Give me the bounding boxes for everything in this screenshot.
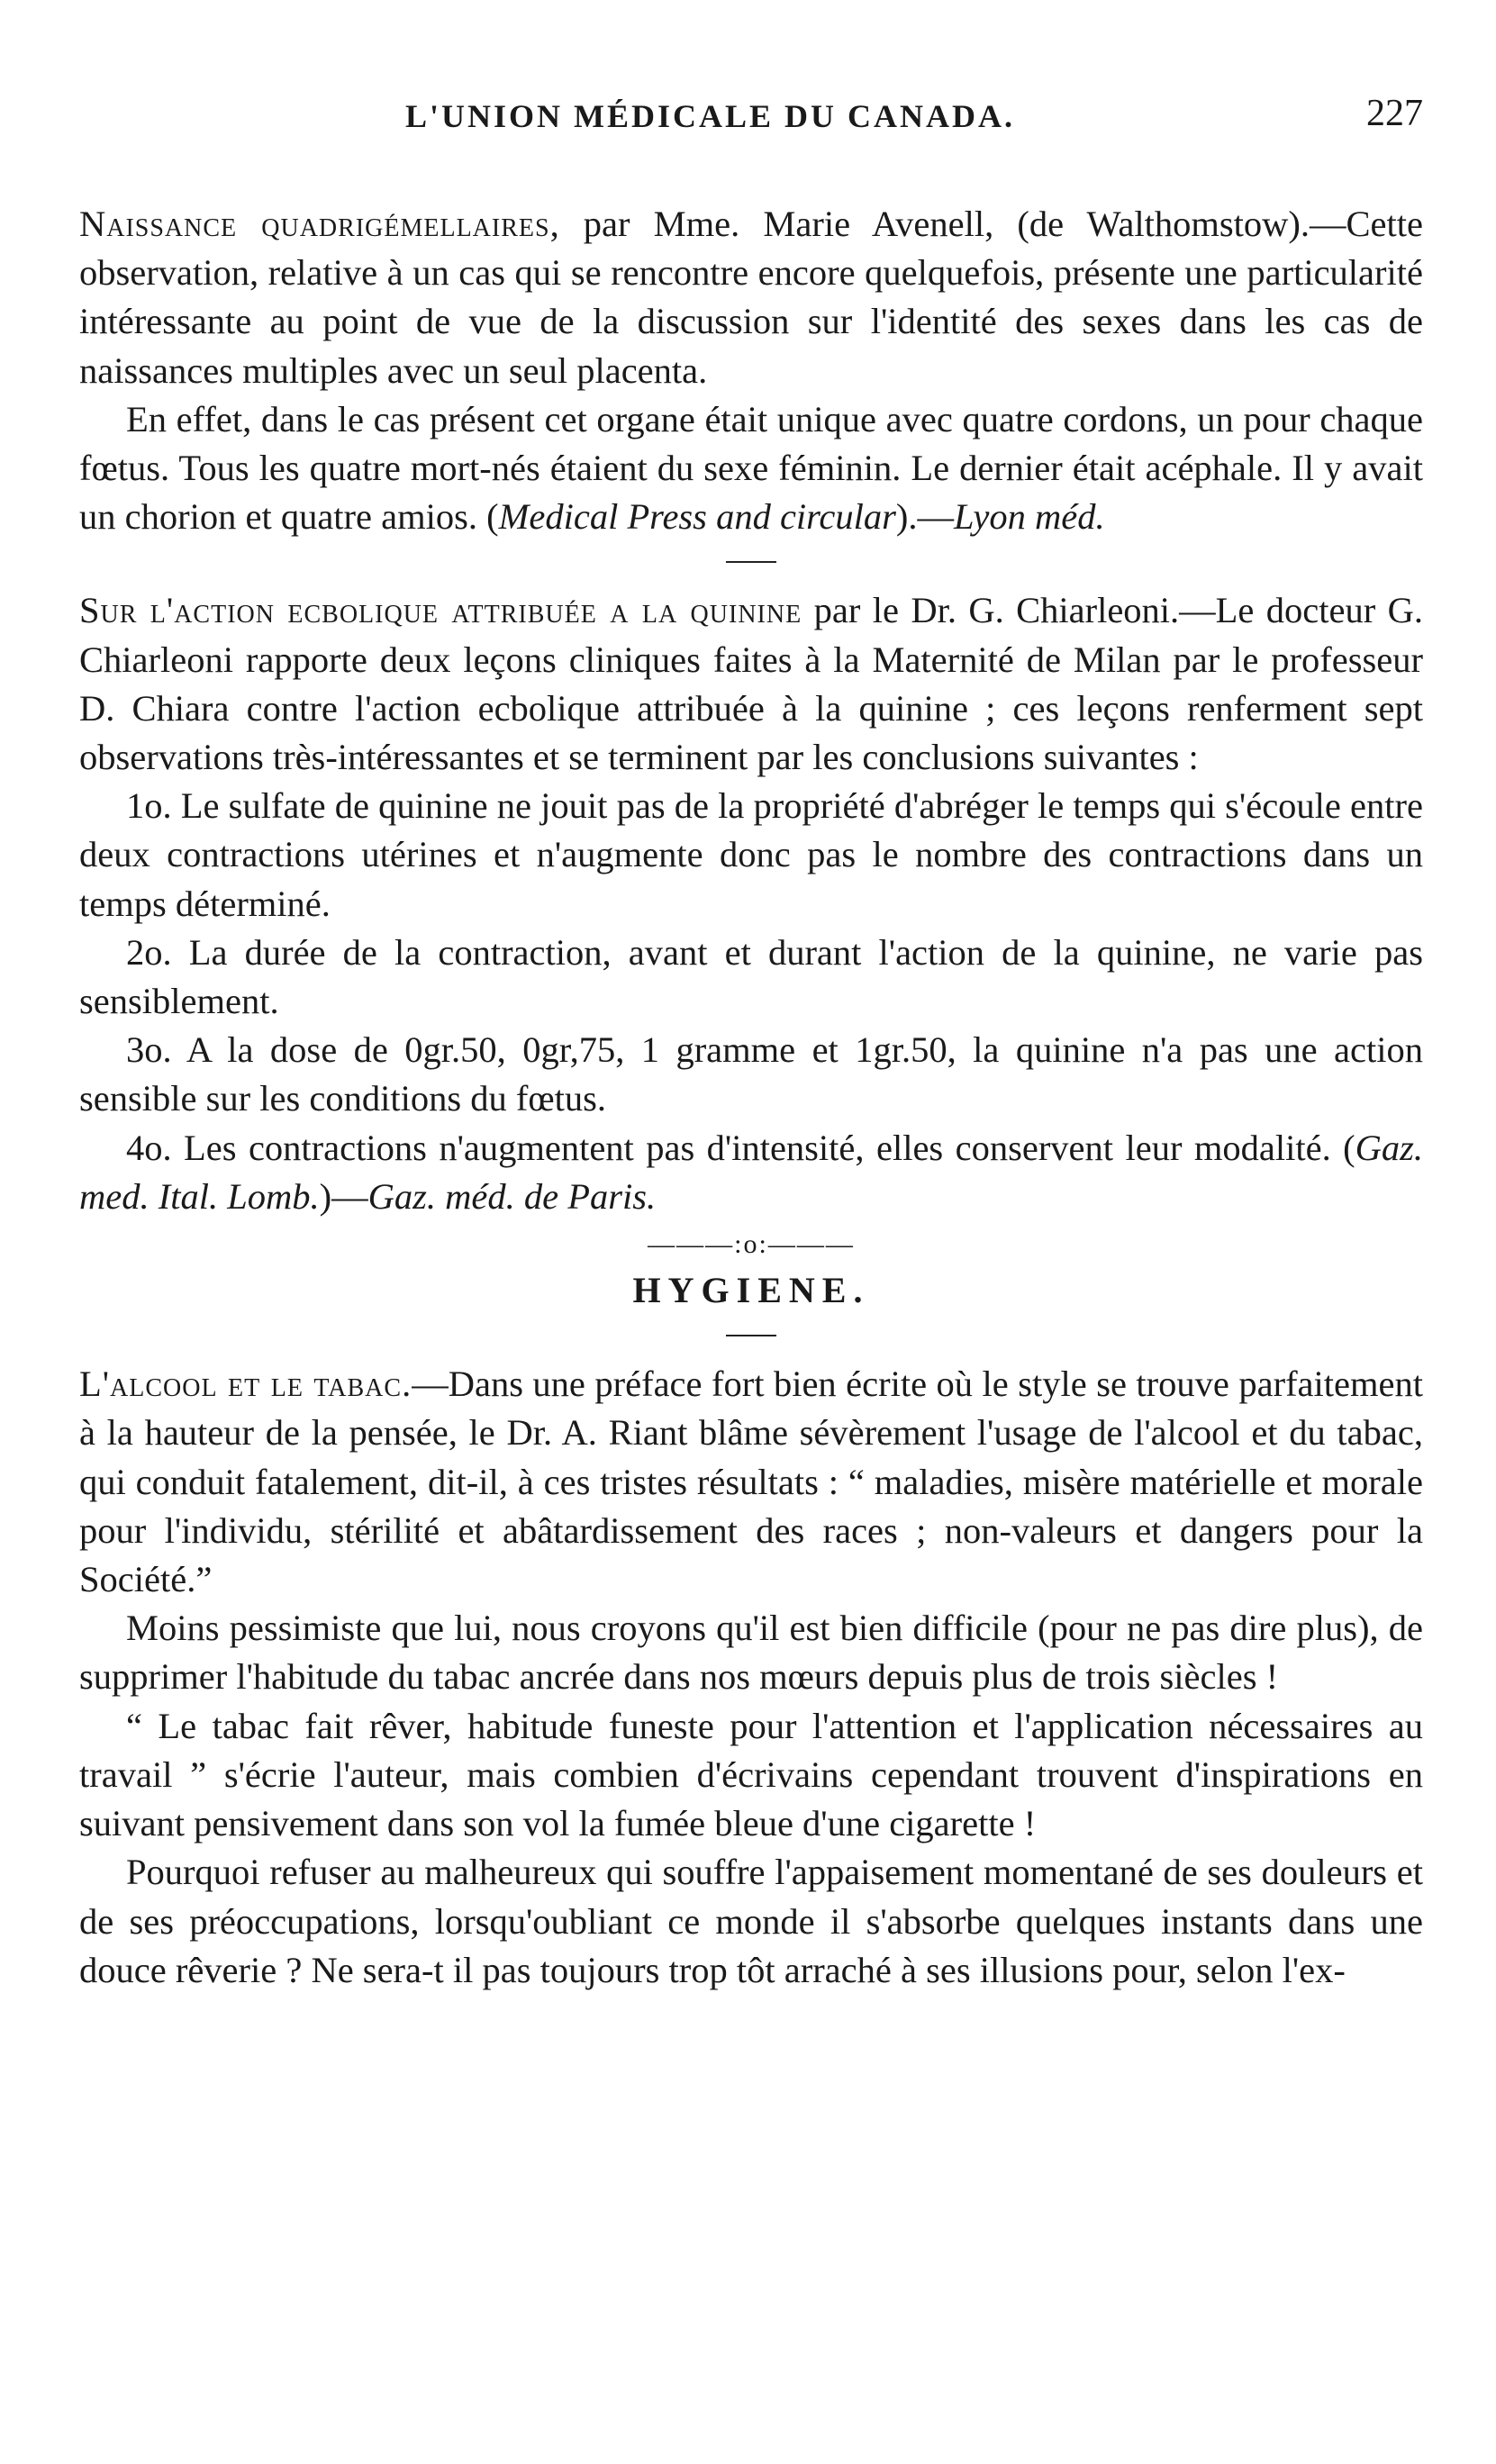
article-alcohol-paragraph-4: Pourquoi refuser au malheureux qui souffre l'appaisement momentané de ses douleurs et de ses préoccupations, lorsqu'oubliant ce monde il s'absorbe quelques instants dans une douce rêverie ? Ne sera-t il pas toujours trop tôt arraché à ses illusions pour, selon l'ex- (79, 1852, 1423, 1990)
article-quinine-heading: Sur l'action ecbolique attribuée a la quinine (79, 590, 802, 631)
article-alcohol-paragraph-2: Moins pessimiste que lui, nous croyons qu'il est bien difficile (pour ne pas dire plus), de supprimer l'habitude du tabac ancrée dans nos mœurs depuis plus de trois siècles ! (79, 1608, 1423, 1698)
conclusion-4 (79, 1124, 1423, 1221)
conclusion-1: 1o. Le sulfate de quinine ne jouit pas de la propriété d'abréger le temps qui s'écoule entre deux contractions utérines et n'augmente donc pas le nombre des contractions dans un temps déterminé. (79, 785, 1423, 924)
page-header (81, 93, 1423, 151)
article-quadruplets-text: par Mme. Marie Avenell, (de Walthomstow).—Cette observation, relative à un cas qui se rencontre encore quelquefois, présente une particularité intéressante au point de vue de la discussion sur l'identité des sexes dans les cas de naissances multiples avec un seul placenta. (79, 204, 1424, 391)
article-separator-rule (726, 561, 776, 563)
conclusion-4-text: 4o. Les contractions n'augmentent pas d'intensité, elles conservent leur modalité. ( (126, 1127, 1355, 1168)
article-alcohol-paragraph-3: “ Le tabac fait rêver, habitude funeste pour l'attention et l'application nécessaires au travail ” s'écrie l'auteur, mais combien d'écrivains cependant trouvent d'inspirations en suivant pensivement dans son vol la fumée bleue d'une cigarette ! (79, 1705, 1423, 1844)
article-alcohol-paragraph (79, 1360, 1423, 1604)
source-citation-4: Gaz. méd. de Paris. (367, 1175, 657, 1217)
page-number: 227 (1366, 93, 1423, 134)
article-quadruplets-paragraph (79, 200, 1423, 395)
source-citation: Medical Press and circular (498, 496, 896, 538)
article-quadruplets-paragraph-2 (79, 395, 1423, 542)
article-quadruplets-text-2: En effet, dans le cas présent cet organe était unique avec quatre cordons, un pour chaque fœtus. Tous les quatre mort-nés étaient du sexe féminin. Le dernier était acéphale. Il y avait un chorion et quatre amios. ( (79, 398, 1423, 538)
article-quinine-paragraph (79, 586, 1423, 782)
article-alcohol-heading: L'alcool et le tabac. (79, 1363, 413, 1405)
conclusion-3: 3o. A la dose de 0gr.50, 0gr,75, 1 gramme et 1gr.50, la quinine n'a pas une action sensible sur les conditions du fœtus. (79, 1029, 1423, 1119)
source-citation-3: Gaz. med. Ital. Lomb. (79, 1127, 1423, 1217)
source-citation-2: Lyon méd. (954, 496, 1105, 538)
section-divider: ———:o:——— (648, 1229, 855, 1260)
conclusion-2: 2o. La durée de la contraction, avant et durant l'action de la quinine, ne varie pas sensiblement. (79, 931, 1423, 1022)
page-body (79, 200, 1423, 1995)
article-alcohol-text: —Dans une préface fort bien écrite où le style se trouve parfaitement à la hauteur de la pensée, le Dr. A. Riant blâme sévèrement l'usage de l'alcool et du tabac, qui conduit fatalement, dit-il, à ces tristes résultats : “ maladies, misère matérielle et morale pour l'individu, stérilité et abâtardissement des races ; non-valeurs et dangers pour la Société.” (79, 1363, 1423, 1600)
citation-separator-2: )— (319, 1175, 368, 1217)
section-title-rule (726, 1335, 776, 1336)
running-title: L'UNION MÉDICALE DU CANADA. (405, 98, 1016, 134)
citation-separator: ).— (895, 496, 955, 538)
section-title: HYGIENE. (632, 1270, 870, 1311)
article-quadruplets-heading: Naissance quadrigémellaires, (79, 204, 560, 244)
article-quinine-text: par le Dr. G. Chiarleoni.—Le docteur G. Chiarleoni rapporte deux leçons cliniques faites à la Maternité de Milan par le professeur D. Chiara contre l'action ecbolique attribuée à la quinine ; ces leçons renferment sept observations très-intéressantes et se terminent par les conclusions suivantes : (79, 590, 1423, 778)
